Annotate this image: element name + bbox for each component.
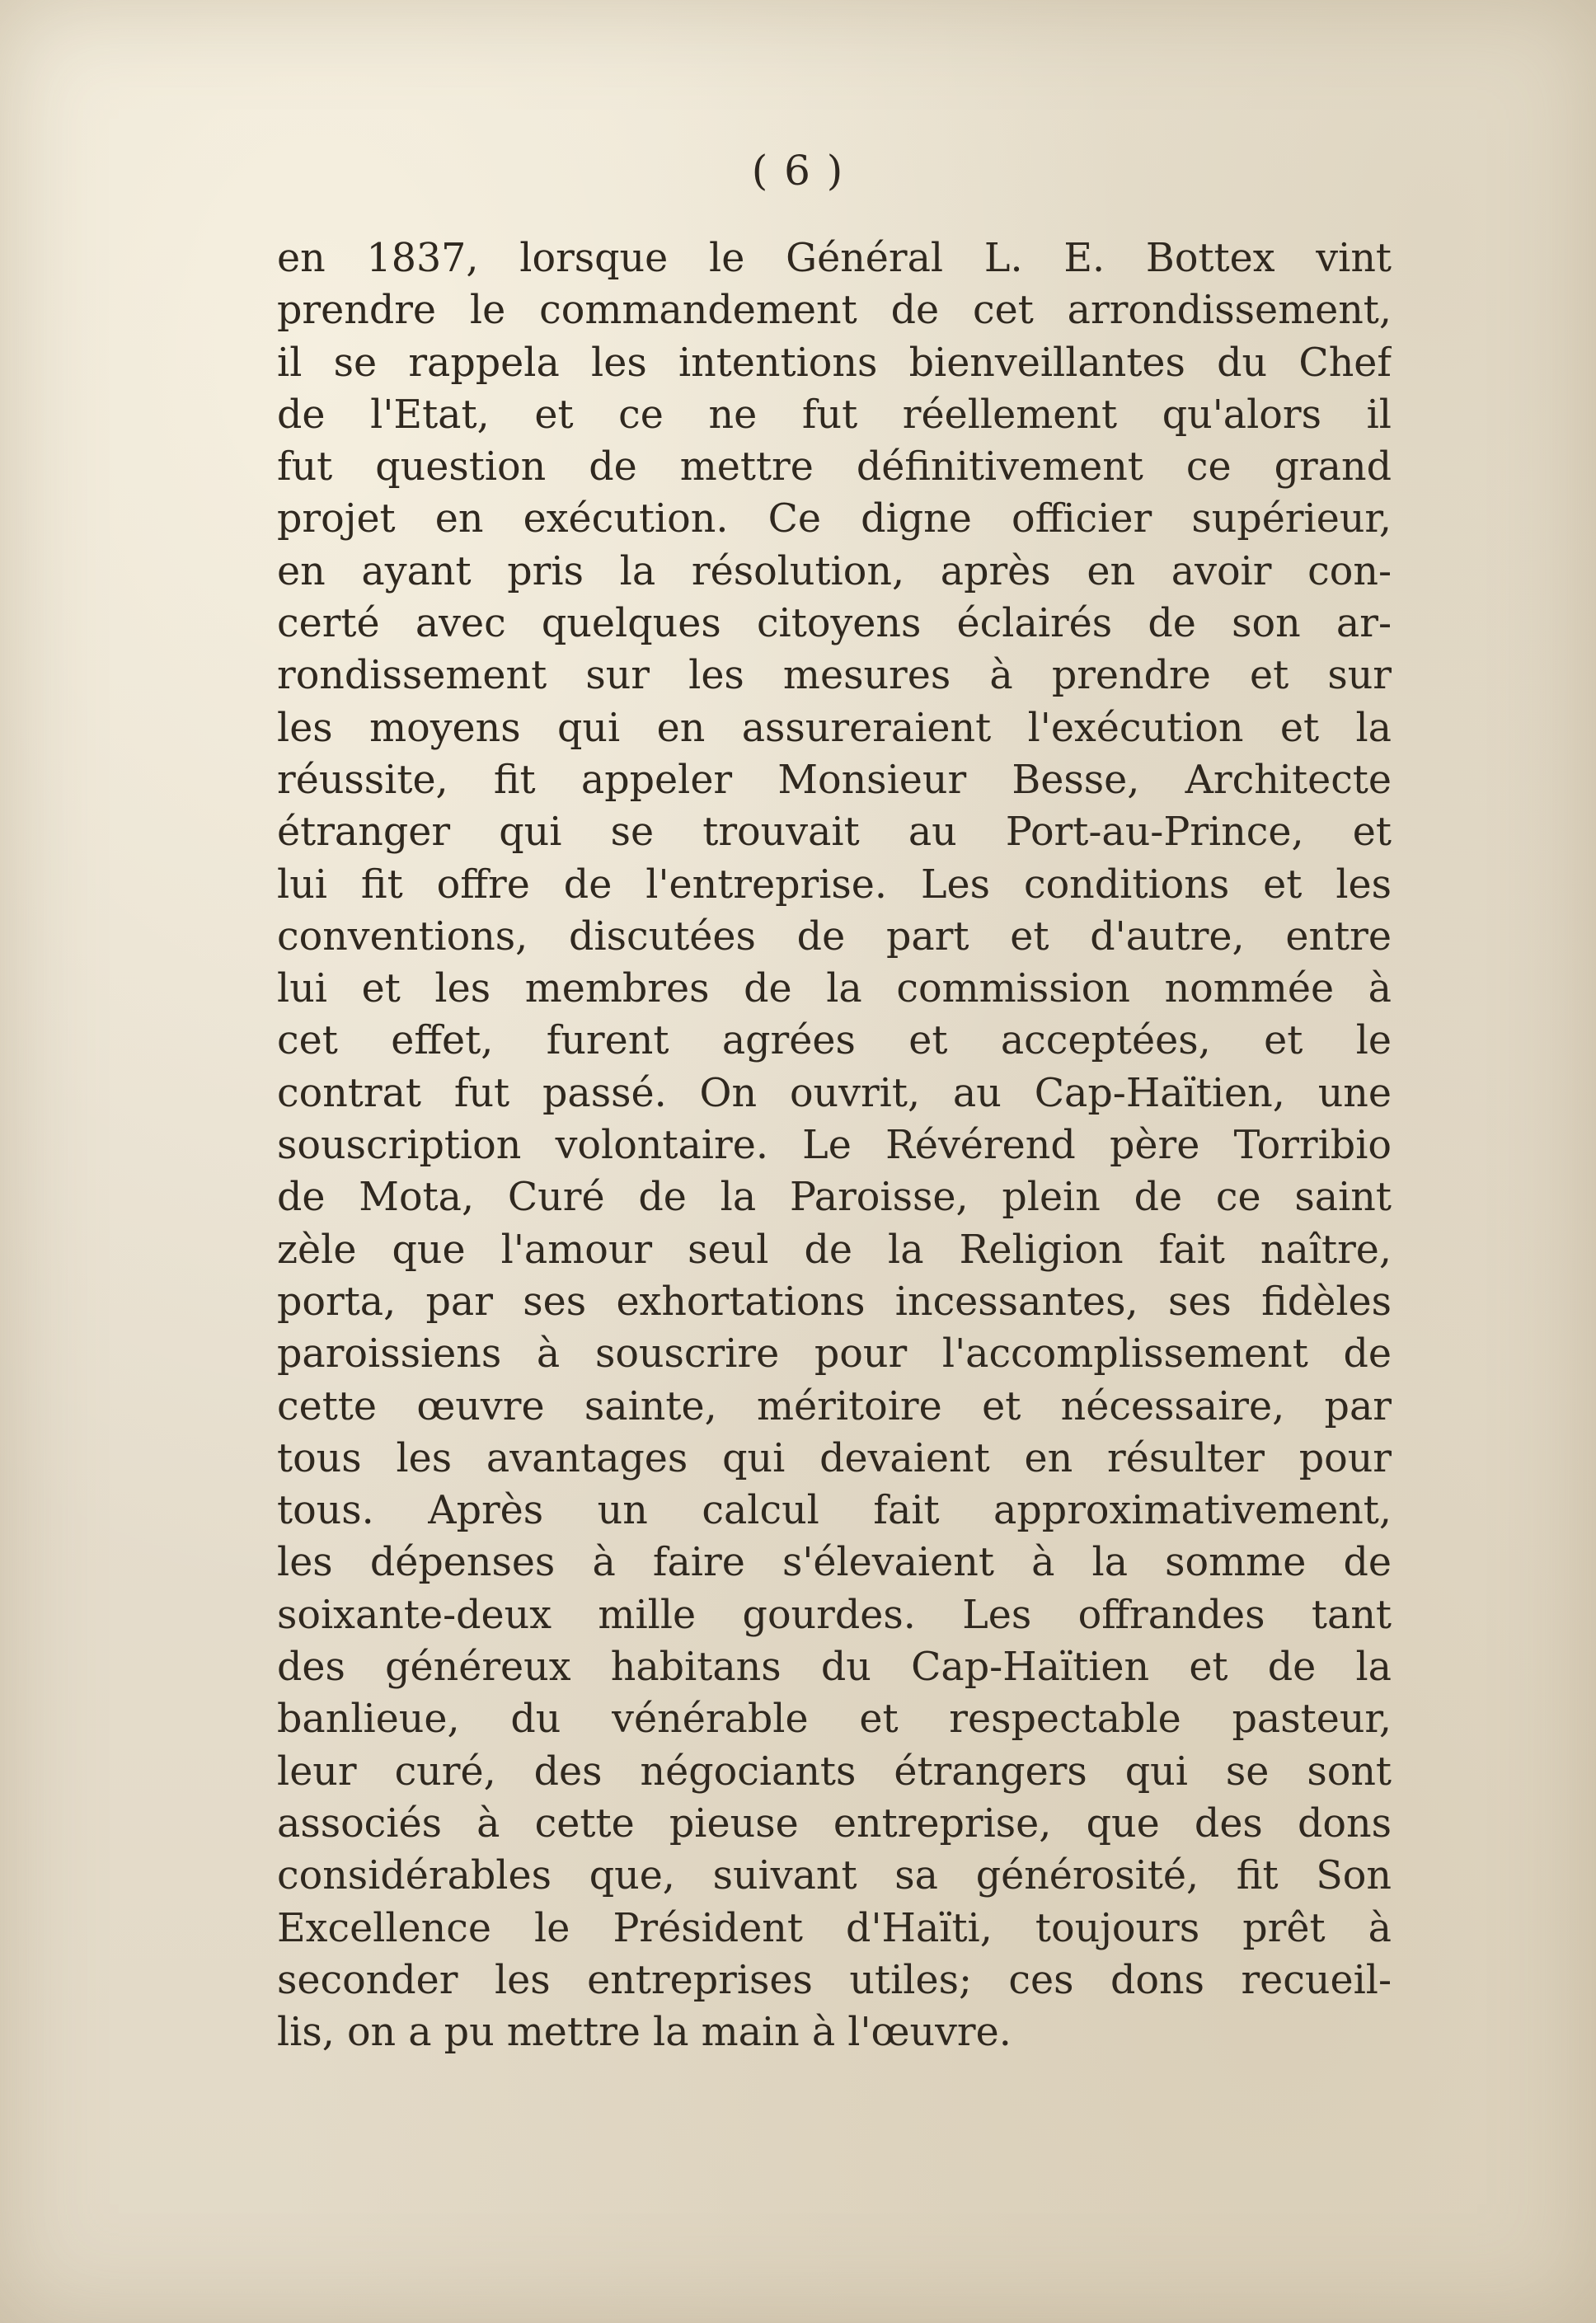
text-line: Excellence le Président d'Haïti, toujours prêt à [277, 1905, 1392, 1951]
text-line: porta, par ses exhortations incessantes, ses fidèles [277, 1279, 1392, 1325]
text-line: paroissiens à souscrire pour l'accomplissement de [277, 1331, 1392, 1377]
text-line: zèle que l'amour seul de la Religion fait naître, [277, 1227, 1392, 1273]
text-line: tous les avantages qui devaient en résulter pour [277, 1435, 1392, 1481]
text-line: projet en exécution. Ce digne officier supérieur, [277, 496, 1392, 542]
text-line: étranger qui se trouvait au Port-au-Prince, et [277, 810, 1392, 856]
text-line: de Mota, Curé de la Paroisse, plein de ce saint [277, 1175, 1392, 1221]
text-line: considérables que, suivant sa générosité, fit Son [277, 1853, 1392, 1899]
text-line: fut question de mettre définitivement ce grand [277, 444, 1392, 490]
body-text [277, 232, 1392, 2058]
text-line: réussite, fit appeler Monsieur Besse, Architecte [277, 757, 1392, 803]
text-line: des généreux habitans du Cap-Haïtien et de la [277, 1645, 1392, 1691]
text-line: prendre le commandement de cet arrondissement, [277, 288, 1392, 334]
text-line: souscription volontaire. Le Révérend père Torribio [277, 1123, 1392, 1169]
text-line: de l'Etat, et ce ne fut réellement qu'alors il [277, 392, 1392, 438]
text-line: contrat fut passé. On ouvrit, au Cap-Haïtien, une [277, 1070, 1392, 1116]
text-line: certé avec quelques citoyens éclairés de son ar- [277, 601, 1392, 647]
text-line: seconder les entreprises utiles; ces dons recueil- [277, 1957, 1392, 2003]
text-line: il se rappela les intentions bienveillantes du Chef [277, 340, 1392, 386]
text-line: cet effet, furent agrées et acceptées, et le [277, 1018, 1392, 1064]
text-line: les moyens qui en assureraient l'exécution et la [277, 705, 1392, 751]
page-number: ( 6 ) [751, 147, 845, 195]
text-line: les dépenses à faire s'élevaient à la somme de [277, 1540, 1392, 1586]
text-line: conventions, discutées de part et d'autre, entre [277, 913, 1392, 960]
text-line: cette œuvre sainte, méritoire et nécessaire, par [277, 1383, 1392, 1429]
text-line: associés à cette pieuse entreprise, que des dons [277, 1800, 1392, 1847]
text-line: rondissement sur les mesures à prendre et sur [277, 653, 1392, 699]
text-line: en 1837, lorsque le Général L. E. Bottex vint [277, 236, 1392, 281]
text-line: leur curé, des négociants étrangers qui se sont [277, 1748, 1392, 1795]
text-line: soixante-deux mille gourdes. Les offrandes tant [277, 1592, 1392, 1638]
text-line: en ayant pris la résolution, après en avoir con- [277, 548, 1392, 594]
text-line: banlieue, du vénérable et respectable pasteur, [277, 1696, 1392, 1743]
text-line: lui fit offre de l'entreprise. Les conditions et les [277, 861, 1392, 908]
text-line: tous. Après un calcul fait approximativement, [277, 1488, 1392, 1534]
text-line: lui et les membres de la commission nommée à [277, 966, 1392, 1012]
text-line-last: lis, on a pu mettre la main à l'œuvre. [277, 2010, 1012, 2056]
